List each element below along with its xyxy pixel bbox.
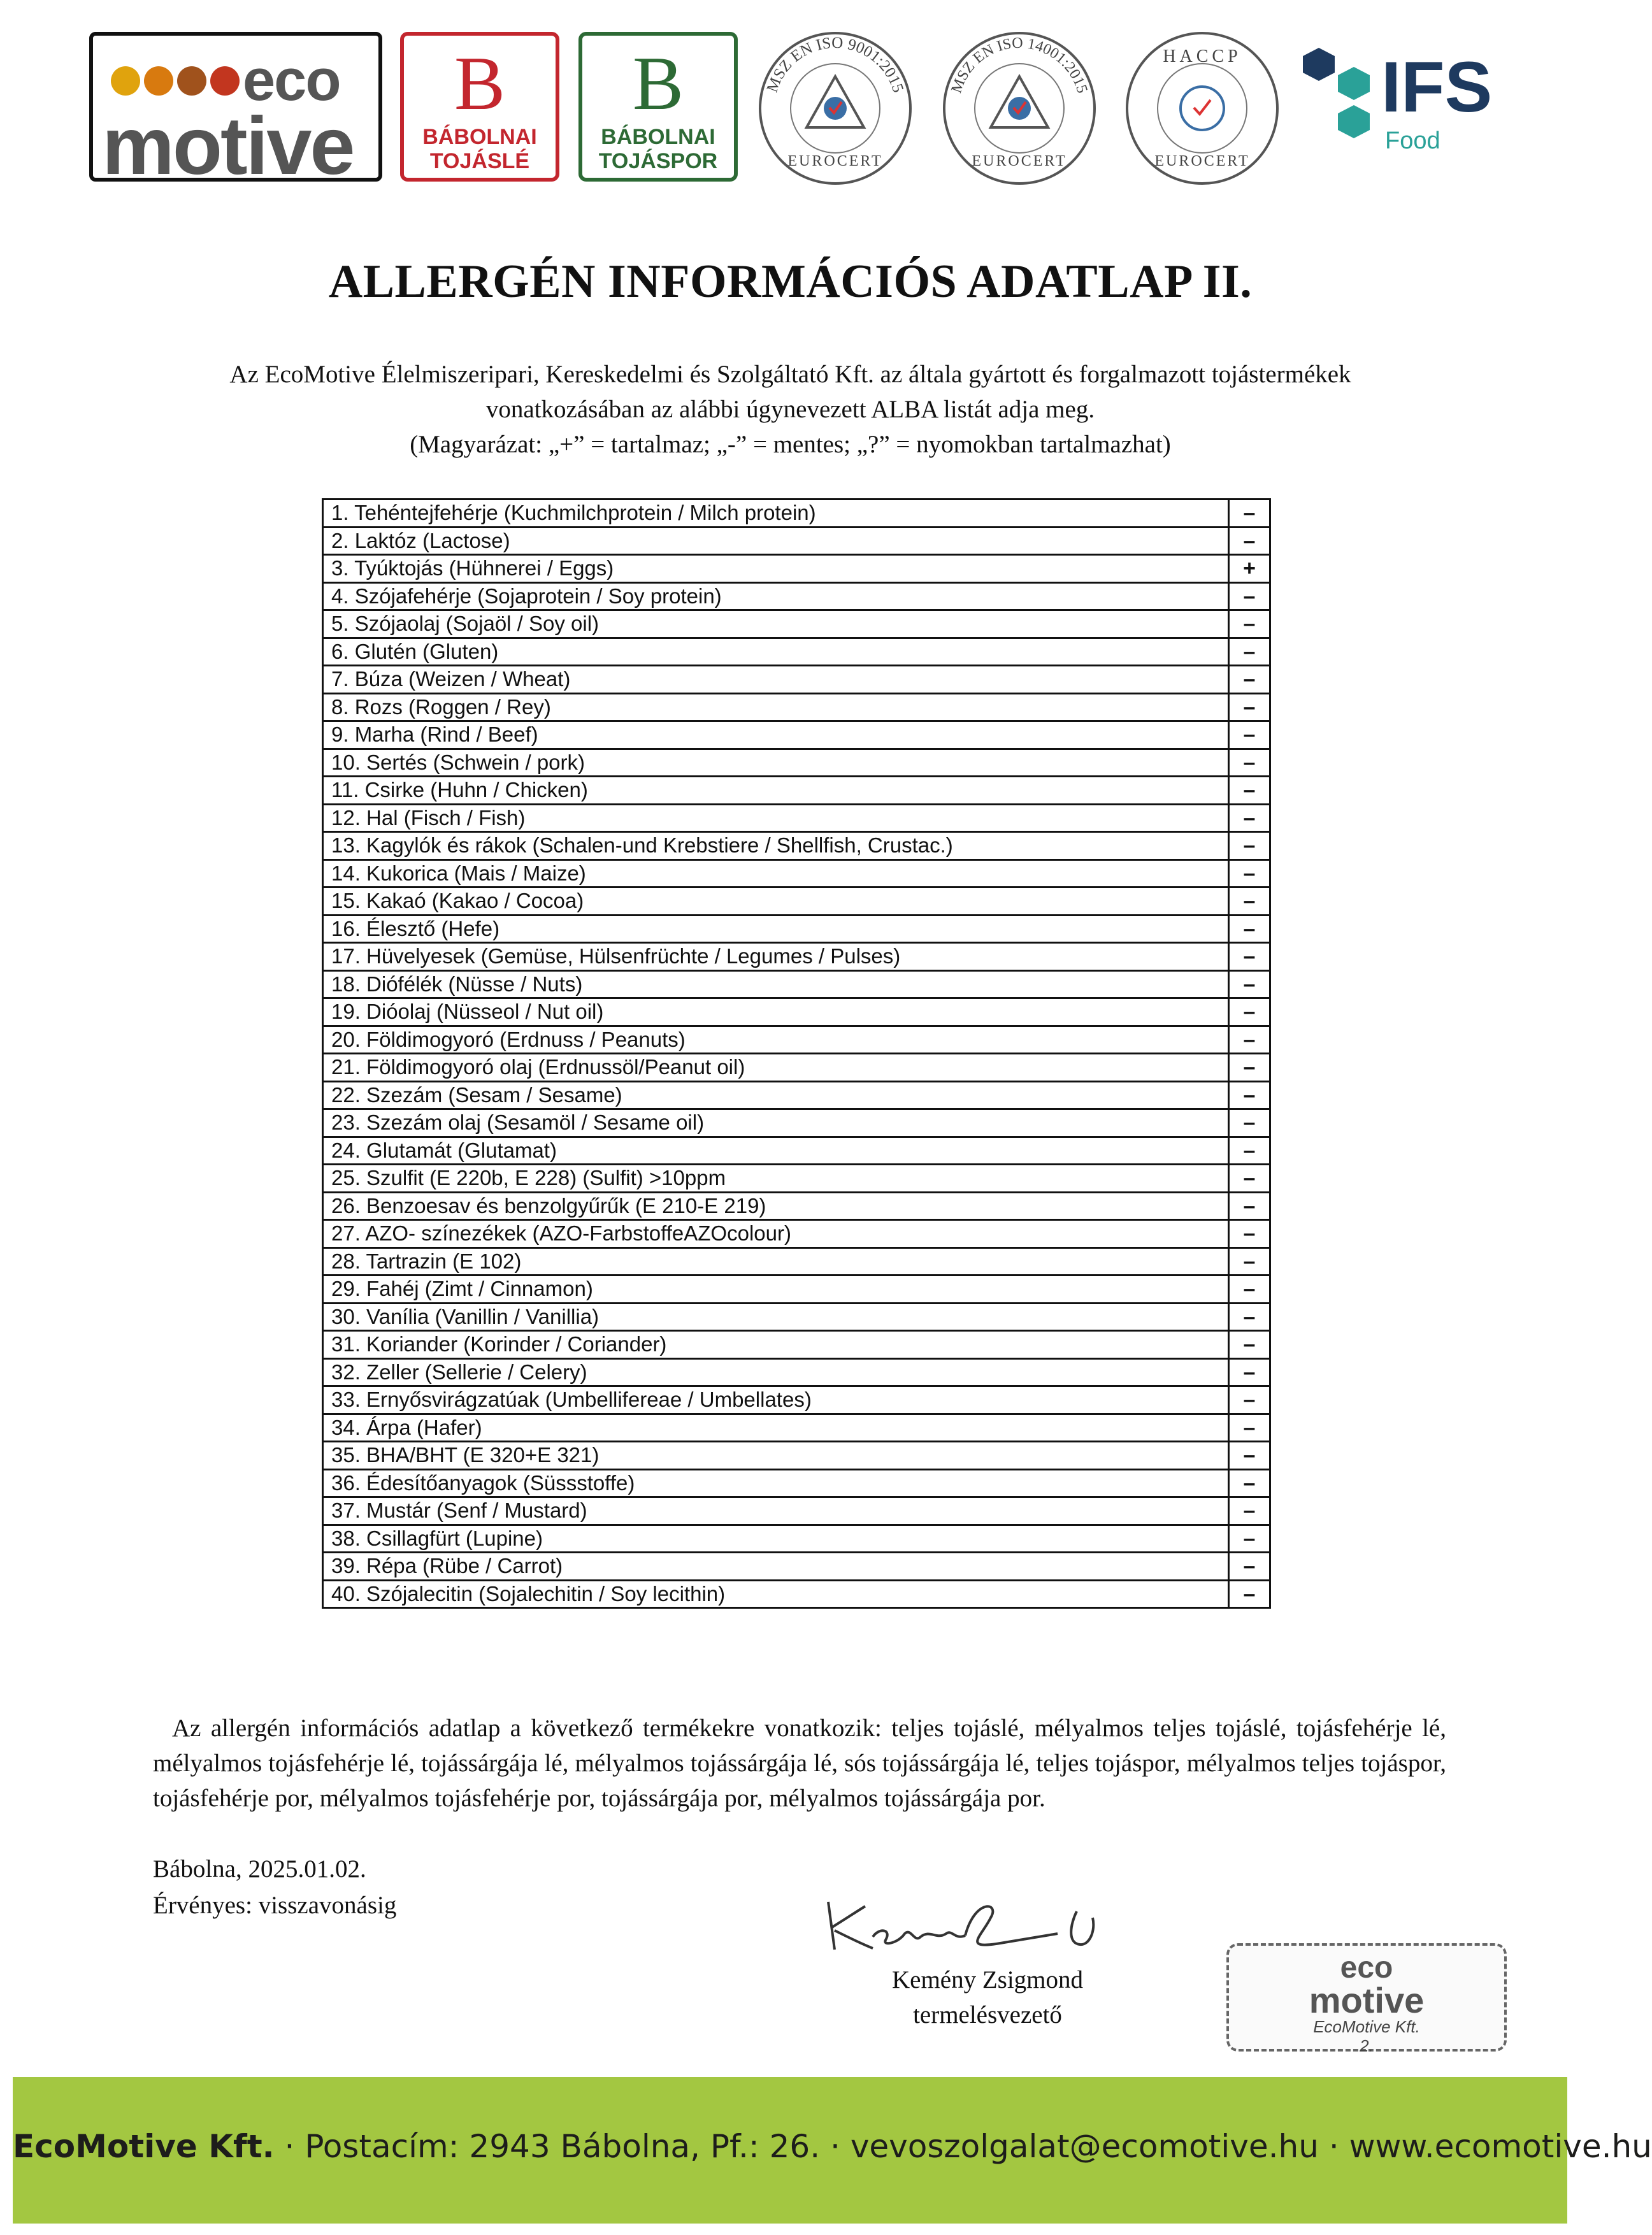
allergen-label: 39. Répa (Rübe / Carrot) (323, 1553, 1229, 1581)
allergen-value: – (1229, 1165, 1270, 1193)
ifs-hexagon-icon (1300, 45, 1376, 147)
table-row (323, 1026, 1270, 1054)
intro-legend: (Magyarázat: „+” = tartalmaz; „-” = mentes; „?” = nyomokban tartalmazhat) (410, 431, 1171, 458)
table-row (323, 1192, 1270, 1220)
table-row (323, 1414, 1270, 1442)
allergen-label: 18. Diófélék (Nüsse / Nuts) (323, 970, 1229, 998)
table-row (323, 1580, 1270, 1608)
validity: Érvényes: visszavonásig (153, 1892, 397, 1919)
allergen-label: 40. Szójalecitin (Sojalechitin / Soy lecithin) (323, 1580, 1229, 1608)
allergen-value: – (1229, 998, 1270, 1026)
allergen-label: 4. Szójafehérje (Sojaprotein / Soy protein) (323, 582, 1229, 610)
table-row (323, 998, 1270, 1026)
footer-separator: · (830, 2128, 840, 2165)
svg-text:MSZ EN ISO 9001:2015: MSZ EN ISO 9001:2015 (763, 34, 907, 95)
table-row (323, 1054, 1270, 1082)
allergen-label: 1. Tehéntejfehérje (Kuchmilchprotein / Milch protein) (323, 499, 1229, 528)
footer-separator: · (284, 2128, 295, 2165)
signer-name: Kemény Zsigmond (891, 1966, 1084, 1994)
allergen-value: – (1229, 1553, 1270, 1581)
table-row (323, 859, 1270, 888)
allergen-value: – (1229, 1276, 1270, 1304)
allergen-label: 2. Laktóz (Lactose) (323, 527, 1229, 555)
allergen-label: 23. Szezám olaj (Sesamöl / Sesame oil) (323, 1109, 1229, 1137)
allergen-value: – (1229, 1525, 1270, 1553)
table-row (323, 832, 1270, 860)
allergen-label: 35. BHA/BHT (E 320+E 321) (323, 1442, 1229, 1470)
allergen-label: 26. Benzoesav és benzolgyűrűk (E 210-E 219) (323, 1192, 1229, 1220)
table-row (323, 1109, 1270, 1137)
iso-9001-seal (756, 29, 915, 188)
allergen-value: – (1229, 777, 1270, 805)
allergen-value: – (1229, 1109, 1270, 1137)
table-row (323, 1331, 1270, 1359)
allergen-label: 36. Édesítőanyagok (Süssstoffe) (323, 1469, 1229, 1497)
table-row (323, 1081, 1270, 1109)
allergen-label: 19. Dióolaj (Nüsseol / Nut oil) (323, 998, 1229, 1026)
allergen-value: – (1229, 859, 1270, 888)
allergen-value: + (1229, 555, 1270, 583)
babolnai-tojaspor-logo: B BÁBOLNAI TOJÁSPOR (578, 32, 738, 182)
allergen-label: 16. Élesztő (Hefe) (323, 915, 1229, 943)
allergen-value: – (1229, 1220, 1270, 1248)
logo-dots (111, 66, 240, 96)
table-row (323, 1553, 1270, 1581)
signer-block (828, 1962, 1147, 2032)
table-row (323, 1525, 1270, 1553)
haccp-seal (1123, 29, 1282, 188)
table-row (323, 1497, 1270, 1525)
allergen-label: 6. Glutén (Gluten) (323, 638, 1229, 666)
table-row (323, 943, 1270, 971)
allergen-value: – (1229, 582, 1270, 610)
table-row (323, 555, 1270, 583)
table-row (323, 638, 1270, 666)
allergen-table (322, 498, 1271, 1609)
allergen-value: – (1229, 832, 1270, 860)
allergen-label: 8. Rozs (Roggen / Rey) (323, 693, 1229, 721)
svg-text:EUROCERT: EUROCERT (1154, 153, 1250, 169)
footer-email-link[interactable]: vevoszolgalat@ecomotive.hu (850, 2128, 1319, 2165)
handwritten-signature (809, 1873, 1153, 1969)
allergen-value: – (1229, 1442, 1270, 1470)
allergen-label: 15. Kakaó (Kakao / Cocoa) (323, 888, 1229, 916)
allergen-label: 24. Glutamát (Glutamat) (323, 1137, 1229, 1165)
table-row (323, 888, 1270, 916)
allergen-label: 5. Szójaolaj (Sojaöl / Soy oil) (323, 610, 1229, 638)
allergen-value: – (1229, 915, 1270, 943)
allergen-value: – (1229, 1580, 1270, 1608)
footer-company: EcoMotive Kft. (13, 2128, 275, 2165)
allergen-label: 33. Ernyősvirágzatúak (Umbellifereae / Umbellates) (323, 1386, 1229, 1414)
company-stamp: eco motive EcoMotive Kft. 2. (1226, 1943, 1507, 2052)
table-row (323, 527, 1270, 555)
table-row (323, 1247, 1270, 1276)
allergen-label: 21. Földimogyoró olaj (Erdnussöl/Peanut oil) (323, 1054, 1229, 1082)
allergen-value: – (1229, 1054, 1270, 1082)
allergen-label: 11. Csirke (Huhn / Chicken) (323, 777, 1229, 805)
allergen-label: 17. Hüvelyesek (Gemüse, Hülsenfrüchte / Legumes / Pulses) (323, 943, 1229, 971)
allergen-label: 28. Tartrazin (E 102) (323, 1247, 1229, 1276)
logo-eco-text: eco (243, 48, 340, 113)
signer-role: termelésvezető (913, 2001, 1062, 2029)
table-row (323, 582, 1270, 610)
footer-contact (13, 2128, 1652, 2165)
table-row (323, 721, 1270, 749)
table-row (323, 749, 1270, 777)
allergen-label: 32. Zeller (Sellerie / Celery) (323, 1358, 1229, 1386)
allergen-label: 31. Koriander (Korinder / Coriander) (323, 1331, 1229, 1359)
allergen-value: – (1229, 1303, 1270, 1331)
allergen-label: 20. Földimogyoró (Erdnuss / Peanuts) (323, 1026, 1229, 1054)
allergen-label: 13. Kagylók és rákok (Schalen-und Krebstiere / Shellfish, Crustac.) (323, 832, 1229, 860)
allergen-value: – (1229, 1192, 1270, 1220)
allergen-value: – (1229, 1081, 1270, 1109)
table-row (323, 1165, 1270, 1193)
table-row (323, 1137, 1270, 1165)
table-row (323, 1469, 1270, 1497)
allergen-label: 27. AZO- színezékek (AZO-FarbstoffeAZOcolour) (323, 1220, 1229, 1248)
allergen-value: – (1229, 1137, 1270, 1165)
ecomotive-logo (89, 32, 382, 192)
allergen-label: 25. Szulfit (E 220b, E 228) (Sulfit) >10ppm (323, 1165, 1229, 1193)
table-row (323, 915, 1270, 943)
intro-paragraph (127, 357, 1453, 462)
allergen-label: 34. Árpa (Hafer) (323, 1414, 1229, 1442)
allergen-value: – (1229, 721, 1270, 749)
place-date-block (153, 1851, 396, 1923)
table-row (323, 1276, 1270, 1304)
allergen-label: 12. Hal (Fisch / Fish) (323, 804, 1229, 832)
footer-separator: · (1328, 2128, 1339, 2165)
allergen-value: – (1229, 1469, 1270, 1497)
table-row (323, 970, 1270, 998)
table-row (323, 1220, 1270, 1248)
allergen-label: 7. Búza (Weizen / Wheat) (323, 666, 1229, 694)
allergen-value: – (1229, 666, 1270, 694)
allergen-value: – (1229, 1026, 1270, 1054)
allergen-value: – (1229, 610, 1270, 638)
table-row (323, 1303, 1270, 1331)
allergen-value: – (1229, 693, 1270, 721)
allergen-value: – (1229, 749, 1270, 777)
table-row (323, 1442, 1270, 1470)
table-row (323, 1386, 1270, 1414)
intro-line-1: Az EcoMotive Élelmiszeripari, Kereskedelmi és Szolgáltató Kft. az általa gyártott és forgalmazott tojástermékek (229, 361, 1351, 388)
svg-text:EUROCERT: EUROCERT (787, 153, 883, 169)
allergen-value: – (1229, 1386, 1270, 1414)
allergen-value: – (1229, 638, 1270, 666)
svg-text:EUROCERT: EUROCERT (972, 153, 1067, 169)
allergen-label: 37. Mustár (Senf / Mustard) (323, 1497, 1229, 1525)
iso-14001-seal (940, 29, 1099, 188)
allergen-label: 22. Szezám (Sesam / Sesame) (323, 1081, 1229, 1109)
allergen-label: 9. Marha (Rind / Beef) (323, 721, 1229, 749)
applies-to-paragraph: Az allergén információs adatlap a következő termékekre vonatkozik: teljes tojáslé, mélyalmos teljes tojáslé, tojásfehérje lé, mélyalmos tojásfehérje lé, tojássárgája lé, mélyalmos tojássárgája lé, sós tojássárgája lé, teljes tojáspor, mélyalmos teljes tojáspor, tojásfehérje por, mélyalmos tojásfehérje por, tojássárgája por, mélyalmos tojássárgája por. (153, 1714, 1446, 1812)
ifs-food-logo: IFS Food (1300, 32, 1516, 172)
header-logos (89, 25, 1516, 191)
allergen-value: – (1229, 499, 1270, 528)
logo-motive-text: motive (102, 101, 354, 192)
allergen-value: – (1229, 943, 1270, 971)
allergen-label: 29. Fahéj (Zimt / Cinnamon) (323, 1276, 1229, 1304)
allergen-label: 3. Tyúktojás (Hühnerei / Eggs) (323, 555, 1229, 583)
allergen-label: 30. Vanília (Vanillin / Vanillia) (323, 1303, 1229, 1331)
footer-bar (13, 2077, 1652, 2224)
page-title: ALLERGÉN INFORMÁCIÓS ADATLAP II. (328, 255, 1253, 308)
allergen-value: – (1229, 1331, 1270, 1359)
allergen-value: – (1229, 1497, 1270, 1525)
table-row (323, 610, 1270, 638)
allergen-value: – (1229, 1247, 1270, 1276)
footer-website-link[interactable]: www.ecomotive.hu (1349, 2128, 1652, 2165)
table-row (323, 693, 1270, 721)
allergen-value: – (1229, 1414, 1270, 1442)
allergen-value: – (1229, 804, 1270, 832)
table-row (323, 777, 1270, 805)
footer-address: Postacím: 2943 Bábolna, Pf.: 26. (305, 2128, 821, 2165)
allergen-value: – (1229, 888, 1270, 916)
allergen-label: 10. Sertés (Schwein / pork) (323, 749, 1229, 777)
table-row (323, 666, 1270, 694)
table-row (323, 804, 1270, 832)
allergen-label: 38. Csillagfürt (Lupine) (323, 1525, 1229, 1553)
allergen-value: – (1229, 1358, 1270, 1386)
svg-text:HACCP: HACCP (1163, 47, 1242, 66)
table-row (323, 499, 1270, 528)
table-row (323, 1358, 1270, 1386)
babolnai-tojasle-logo: B BÁBOLNAI TOJÁSLÉ (400, 32, 559, 182)
allergen-value: – (1229, 970, 1270, 998)
intro-line-2: vonatkozásában az alábbi úgynevezett ALBA listát adja meg. (485, 396, 1095, 423)
place-date: Bábolna, 2025.01.02. (153, 1855, 366, 1883)
allergen-value: – (1229, 527, 1270, 555)
svg-text:MSZ EN ISO 14001:2015: MSZ EN ISO 14001:2015 (948, 34, 1091, 96)
allergen-label: 14. Kukorica (Mais / Maize) (323, 859, 1229, 888)
